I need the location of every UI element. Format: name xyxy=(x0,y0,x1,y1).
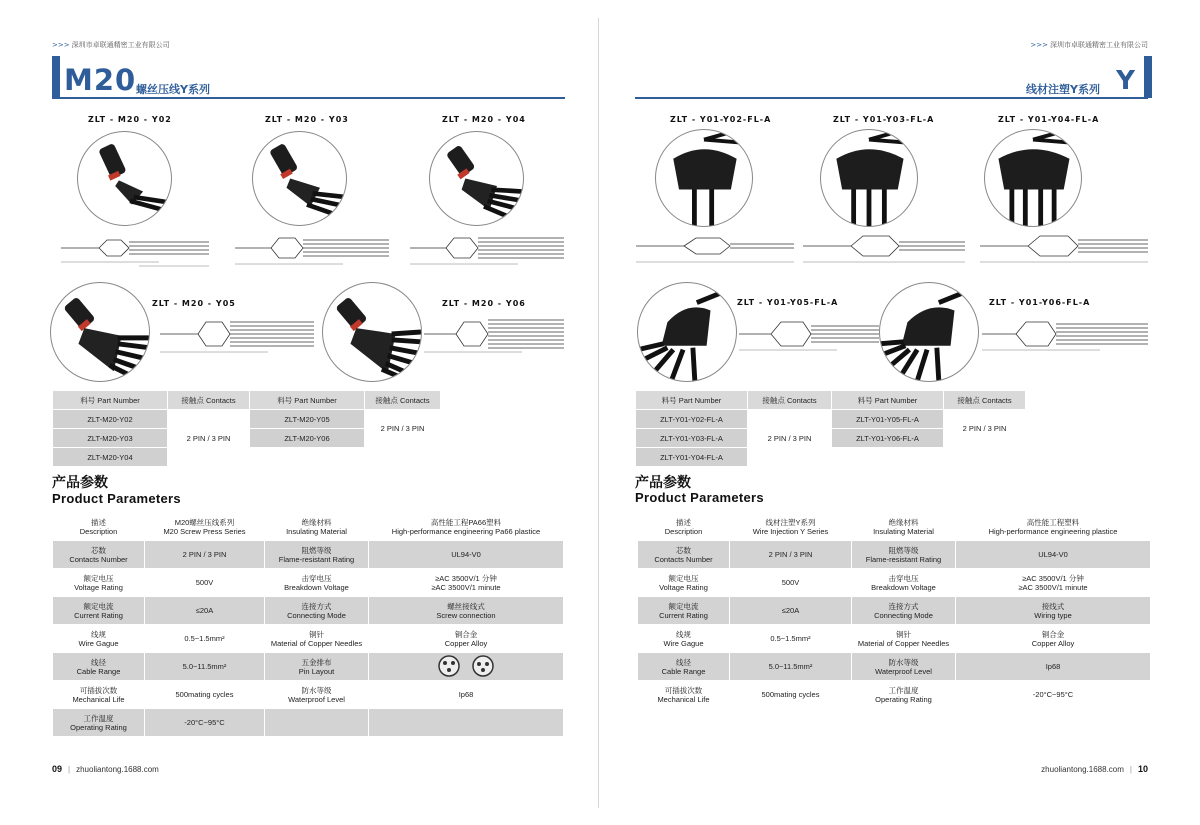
technical-drawing xyxy=(158,312,314,358)
technical-drawing xyxy=(422,312,564,358)
product-photo xyxy=(322,282,422,382)
part-number-cell: ZLT-Y01-Y04-FL-A xyxy=(636,448,748,467)
technical-drawing xyxy=(977,228,1149,272)
parameters-table xyxy=(637,512,1151,709)
table-row: 线径 Cable Range 5.0~11.5mm² 五金排布 Pin Layout xyxy=(53,653,564,681)
product-photo xyxy=(820,129,918,227)
table-header: 接触点 Contacts xyxy=(365,391,441,410)
product-photo xyxy=(429,131,524,226)
part-number-cell: ZLT-M20-Y03 xyxy=(53,429,168,448)
technical-drawing xyxy=(737,316,879,356)
technical-drawing xyxy=(232,228,390,270)
series-title: Y xyxy=(1116,66,1136,96)
technical-drawing xyxy=(980,316,1148,356)
contacts-cell: 2 PIN / 3 PIN xyxy=(168,410,250,467)
model-label: ZLT - M20 - Y05 xyxy=(152,299,236,308)
header-accent-bar xyxy=(52,56,60,98)
table-row: 描述 Description 线材注塑Y系列 Wire Injection Y Series 绝缘材料 Insulating Material 高性能工程塑料 High-performance engineering plastice xyxy=(638,513,1151,541)
table-row: 线规 Wire Gague 0.5~1.5mm² 铜针 Material of Copper Needles 铜合金 Copper Alloy xyxy=(638,625,1151,653)
header-accent-bar xyxy=(1144,56,1152,98)
table-header: 接触点 Contacts xyxy=(944,391,1026,410)
model-label: ZLT - M20 - Y06 xyxy=(442,299,526,308)
product-photo xyxy=(252,131,347,226)
product-photo xyxy=(50,282,150,382)
part-number-cell: ZLT-M20-Y06 xyxy=(250,429,365,448)
technical-drawing xyxy=(633,228,795,272)
section-title-cn: 产品参数 xyxy=(52,475,108,491)
model-label: ZLT - M20 - Y04 xyxy=(442,115,526,124)
company-header: >>> 深圳市卓联通精密工业有限公司 xyxy=(52,41,170,49)
contacts-cell: 2 PIN / 3 PIN xyxy=(748,410,832,467)
part-number-cell: ZLT-Y01-Y05-FL-A xyxy=(832,410,944,429)
part-number-cell: ZLT-Y01-Y02-FL-A xyxy=(636,410,748,429)
section-title-cn: 产品参数 xyxy=(635,475,691,491)
pin-layout-diagram xyxy=(369,653,564,681)
header-rule xyxy=(52,97,565,99)
table-row: 芯数 Contacts Number 2 PIN / 3 PIN 阻燃等级 Flame-resistant Rating UL94-V0 xyxy=(53,541,564,569)
part-number-cell: ZLT-Y01-Y06-FL-A xyxy=(832,429,944,448)
part-number-cell: ZLT-M20-Y04 xyxy=(53,448,168,467)
product-photo xyxy=(77,131,172,226)
table-row: 额定电流 Current Rating ≤20A 连接方式 Connecting Mode 螺丝接线式 Screw connection xyxy=(53,597,564,625)
parameters-table xyxy=(52,512,564,737)
pin-layout-icon xyxy=(421,654,511,678)
header-rule xyxy=(635,97,1148,99)
table-row: 线径 Cable Range 5.0~11.5mm² 防水等级 Waterproof Level Ip68 xyxy=(638,653,1151,681)
product-photo xyxy=(879,282,979,382)
page-footer: 09 | zhuoliantong.1688.com xyxy=(52,764,159,774)
section-title-en: Product Parameters xyxy=(635,490,764,505)
table-header: 料号 Part Number xyxy=(636,391,748,410)
part-number-cell: ZLT-Y01-Y03-FL-A xyxy=(636,429,748,448)
model-label: ZLT - Y01-Y02-FL-A xyxy=(670,115,772,124)
part-number-table xyxy=(635,390,1026,467)
page-footer: zhuoliantong.1688.com | 10 xyxy=(1041,764,1148,774)
product-photo xyxy=(655,129,753,227)
series-subtitle: 线材注塑Y系列 xyxy=(1026,83,1100,96)
table-header: 料号 Part Number xyxy=(250,391,365,410)
model-label: ZLT - Y01-Y04-FL-A xyxy=(998,115,1100,124)
table-row: 额定电压 Voltage Rating 500V 击穿电压 Breakdown Voltage ≥AC 3500V/1 分钟 ≥AC 3500V/1 minute xyxy=(638,569,1151,597)
series-subtitle: 螺丝压线Y系列 xyxy=(136,83,210,96)
model-label: ZLT - Y01-Y06-FL-A xyxy=(989,298,1091,307)
empty-cell xyxy=(250,448,365,467)
table-row: 额定电压 Voltage Rating 500V 击穿电压 Breakdown Voltage ≥AC 3500V/1 分钟 ≥AC 3500V/1 minute xyxy=(53,569,564,597)
footer-url: zhuoliantong.1688.com xyxy=(1041,765,1124,774)
part-number-cell: ZLT-M20-Y02 xyxy=(53,410,168,429)
part-number-cell: ZLT-M20-Y05 xyxy=(250,410,365,429)
table-header: 料号 Part Number xyxy=(53,391,168,410)
product-photo xyxy=(637,282,737,382)
empty-cell xyxy=(365,448,441,467)
table-header: 接触点 Contacts xyxy=(168,391,250,410)
part-number-table xyxy=(52,390,441,467)
empty-cell xyxy=(832,448,944,467)
contacts-cell: 2 PIN / 3 PIN xyxy=(944,410,1026,448)
page-number: 09 xyxy=(52,764,63,774)
table-row: 描述 Description M20螺丝压线系列 M20 Screw Press Series 绝缘材料 Insulating Material 高性能工程PA66塑料 High-performance engineering Pa66 plastice xyxy=(53,513,564,541)
technical-drawing xyxy=(800,228,966,272)
table-row: 芯数 Contacts Number 2 PIN / 3 PIN 阻燃等级 Flame-resistant Rating UL94-V0 xyxy=(638,541,1151,569)
section-title-en: Product Parameters xyxy=(52,491,181,506)
contacts-cell: 2 PIN / 3 PIN xyxy=(365,410,441,448)
table-row: 可插拔次数 Mechanical Life 500mating cycles 防水等级 Waterproof Level Ip68 xyxy=(53,681,564,709)
model-label: ZLT - Y01-Y05-FL-A xyxy=(737,298,839,307)
table-row: 工作温度 Operating Rating -20°C~95°C xyxy=(53,709,564,737)
footer-url: zhuoliantong.1688.com xyxy=(76,765,159,774)
table-header: 接触点 Contacts xyxy=(748,391,832,410)
right-page xyxy=(600,0,1200,825)
model-label: ZLT - M20 - Y02 xyxy=(88,115,172,124)
technical-drawing xyxy=(408,228,564,270)
table-row: 额定电流 Current Rating ≤20A 连接方式 Connecting Mode 接线式 Wiring type xyxy=(638,597,1151,625)
model-label: ZLT - M20 - Y03 xyxy=(265,115,349,124)
page-number: 10 xyxy=(1137,764,1148,774)
table-row: 线规 Wire Gague 0.5~1.5mm² 铜针 Material of Copper Needles 铜合金 Copper Alloy xyxy=(53,625,564,653)
model-label: ZLT - Y01-Y03-FL-A xyxy=(833,115,935,124)
table-row: 可插拔次数 Mechanical Life 500mating cycles 工作温度 Operating Rating -20°C~95°C xyxy=(638,681,1151,709)
product-photo xyxy=(984,129,1082,227)
table-header: 料号 Part Number xyxy=(832,391,944,410)
company-header: >>> 深圳市卓联通精密工业有限公司 xyxy=(1030,41,1148,49)
series-title: M20 xyxy=(64,63,137,97)
empty-cell xyxy=(944,448,1026,467)
technical-drawing xyxy=(58,228,210,270)
